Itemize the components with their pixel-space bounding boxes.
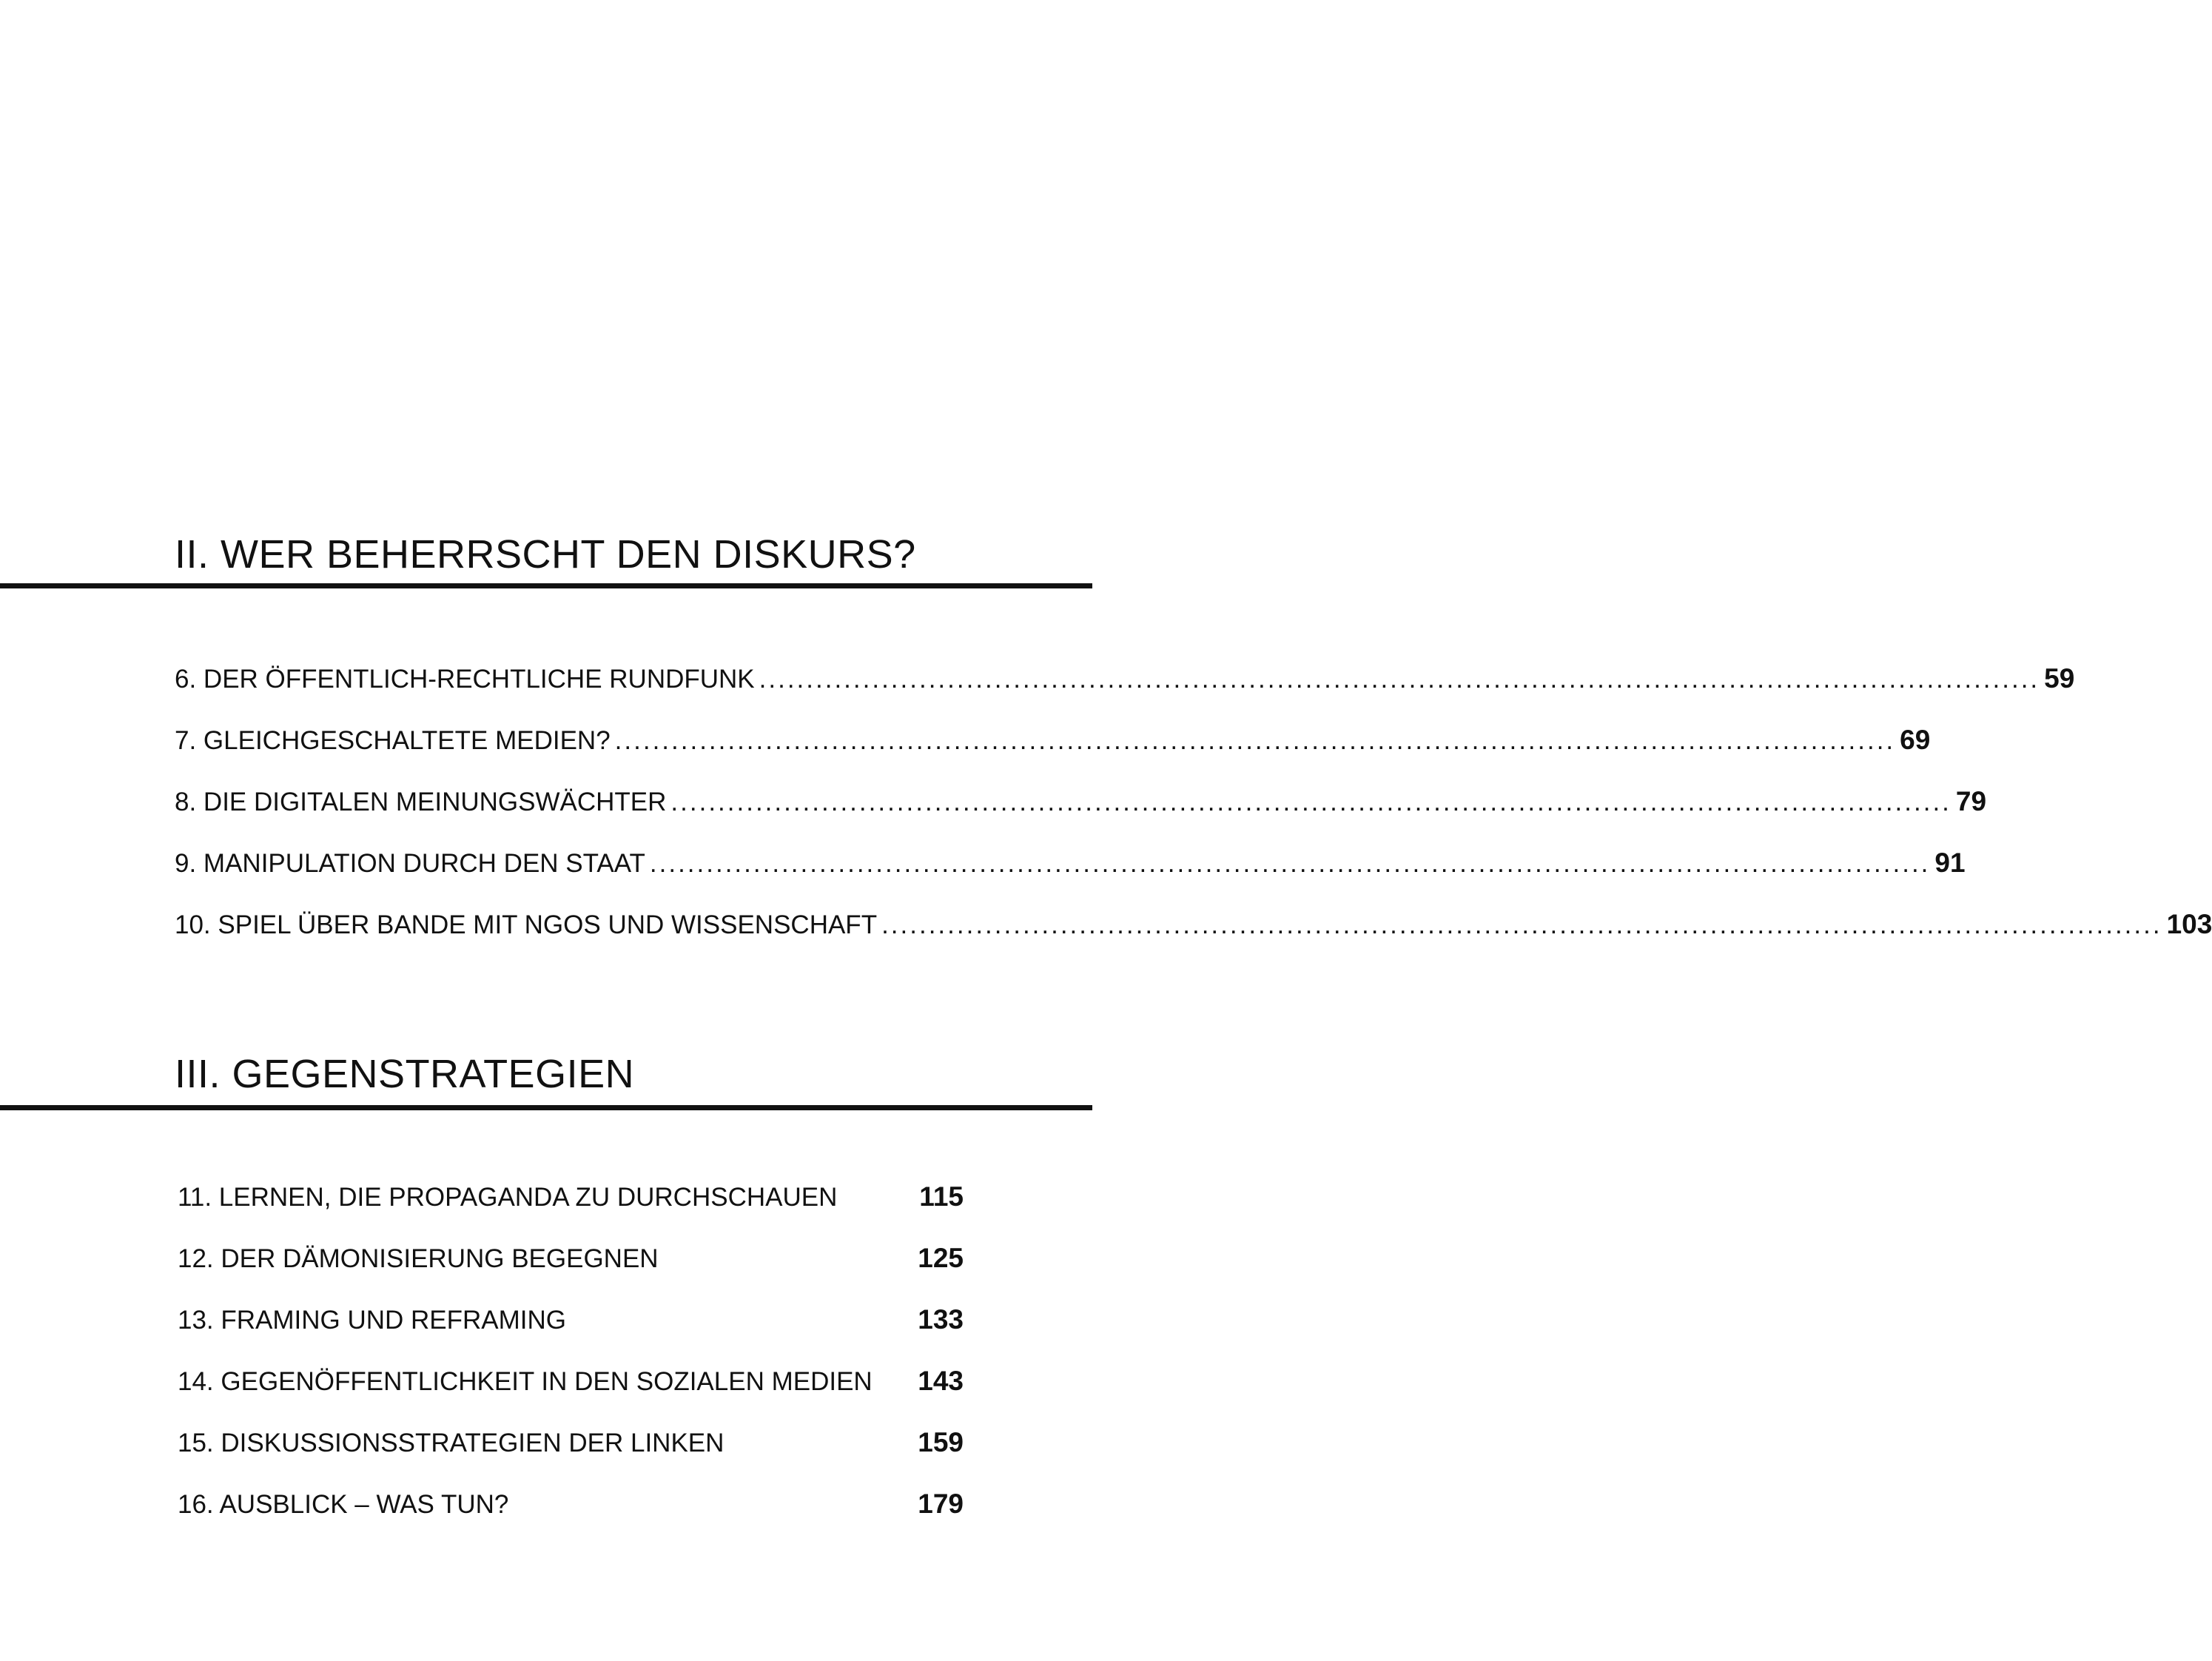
section-divider: [0, 1105, 1092, 1110]
dot-leader: ........................................................................................................................................: [670, 788, 1952, 816]
dot-leader: ........................................................................................................................................: [759, 665, 2040, 694]
toc-entry-title: 12. DER DÄMONISIERUNG BEGEGNEN: [178, 1244, 659, 1273]
toc-entry[interactable]: [175, 725, 1931, 788]
toc-entry[interactable]: [175, 663, 2075, 726]
toc-page-number: 143: [918, 1366, 964, 1396]
toc-entry[interactable]: [178, 1183, 964, 1244]
toc-entry[interactable]: [178, 1490, 964, 1551]
toc-page-number: 133: [918, 1304, 964, 1335]
toc-page-number: 159: [918, 1427, 964, 1457]
toc-entry[interactable]: [178, 1367, 964, 1429]
toc-entry[interactable]: [178, 1306, 964, 1367]
toc-page-number: 115: [919, 1181, 964, 1212]
dot-leader: ........................................................................................................................................: [649, 849, 1931, 878]
toc-page-number: 103: [2166, 909, 2212, 939]
toc-entry-title: 7. GLEICHGESCHALTETE MEDIEN?: [175, 726, 611, 755]
toc-list: [175, 663, 2212, 972]
toc-page-number: 125: [918, 1243, 964, 1273]
toc-entry-title: 13. FRAMING UND REFRAMING: [178, 1306, 567, 1335]
toc-list: [178, 1183, 964, 1551]
toc-entry-title: 9. MANIPULATION DURCH DEN STAAT: [175, 849, 645, 878]
section-divider: [0, 583, 1092, 588]
toc-entry[interactable]: [178, 1429, 964, 1490]
toc-entry-title: 8. DIE DIGITALEN MEINUNGSWÄCHTER: [175, 788, 667, 816]
section-title: II. WER BEHERRSCHT DEN DISKURS?: [175, 532, 916, 577]
toc-page-number: 59: [2044, 663, 2075, 694]
toc-entry[interactable]: [175, 848, 1966, 910]
toc-entry-title: 10. SPIEL ÜBER BANDE MIT NGOS UND WISSENSCHAFT: [175, 910, 878, 939]
dot-leader: ........................................................................................................................................: [614, 726, 1896, 755]
toc-entry[interactable]: [175, 909, 2212, 972]
dot-leader: ........................................................................................................................................: [881, 910, 2162, 939]
section-title: III. GEGENSTRATEGIEN: [175, 1052, 635, 1096]
toc-entry-title: 15. DISKUSSIONSSTRATEGIEN DER LINKEN: [178, 1429, 725, 1457]
toc-page-number: 69: [1900, 725, 1931, 755]
toc-entry[interactable]: [175, 786, 1987, 849]
toc-page-number: 91: [1934, 848, 1966, 878]
toc-page-number: 179: [918, 1489, 964, 1519]
toc-entry-title: 11. LERNEN, DIE PROPAGANDA ZU DURCHSCHAUEN: [178, 1183, 838, 1212]
toc-entry[interactable]: [178, 1244, 964, 1306]
toc-entry-title: 14. GEGENÖFFENTLICHKEIT IN DEN SOZIALEN MEDIEN: [178, 1367, 873, 1396]
toc-entry-title: 16. AUSBLICK – WAS TUN?: [178, 1490, 509, 1519]
toc-page-number: 79: [1955, 786, 1987, 816]
toc-entry-title: 6. DER ÖFFENTLICH-RECHTLICHE RUNDFUNK: [175, 665, 755, 694]
